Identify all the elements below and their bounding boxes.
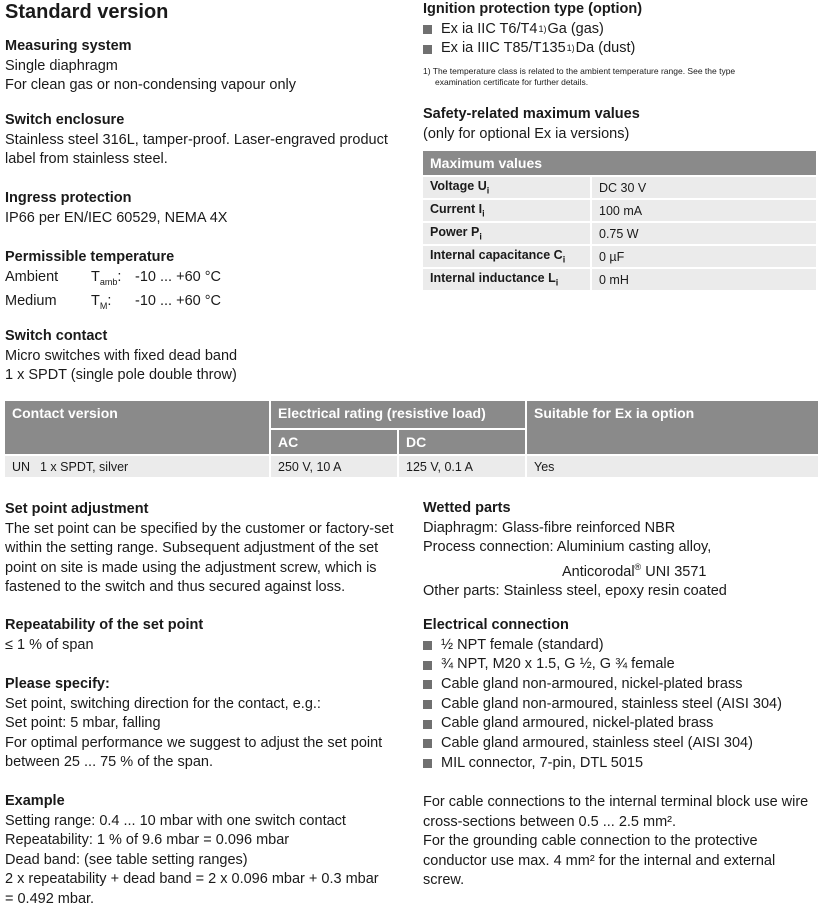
bullet-square-icon xyxy=(423,45,432,54)
electrical-note-line: cross-sections between 0.5 ... 2.5 mm². xyxy=(423,813,677,830)
specify-line: Set point, switching direction for the contact, e.g.: xyxy=(5,695,321,712)
table-row xyxy=(423,244,816,267)
example-line: = 0.492 mbar. xyxy=(5,890,95,907)
mv-value: 0 µF xyxy=(592,244,816,267)
bullet-square-icon xyxy=(423,739,432,748)
temp-medium-row xyxy=(5,292,410,316)
setpoint-line: fastened to the switch and thus secured against loss. xyxy=(5,579,346,595)
measuring-system-section xyxy=(5,37,410,96)
mv-value: DC 30 V xyxy=(592,175,816,198)
ignition-footnote: 1) The temperature class is related to the ambient temperature range. See the type examination certificate for further details. xyxy=(423,65,736,87)
cell-dc: 125 V, 0.1 A xyxy=(397,454,525,477)
table-row xyxy=(423,175,816,198)
bullet-square-icon xyxy=(423,680,432,689)
list-item: Cable gland non-armoured, stainless steel (AISI 304) xyxy=(423,695,815,715)
electrical-note-line: conductor use max. 4 mm² for the internal and external xyxy=(423,852,776,869)
list-item: Cable gland non-armoured, nickel-plated brass xyxy=(423,675,815,695)
bullet-square-icon xyxy=(423,720,432,729)
ingress-section xyxy=(5,189,410,228)
enclosure-line: label from stainless steel. xyxy=(5,151,168,167)
electrical-connection-section xyxy=(423,616,815,891)
electrical-note-line: For cable connections to the internal terminal block use wire xyxy=(423,794,809,811)
specify-line: between 25 ... 75 % of the span. xyxy=(5,754,213,770)
bullet-square-icon xyxy=(423,641,432,650)
list-item: ¾ NPT, M20 x 1.5, G ½, G ¾ female xyxy=(423,655,815,675)
example-section xyxy=(5,792,410,909)
contact-heading: Switch contact xyxy=(5,328,108,344)
please-specify-section xyxy=(5,675,410,773)
th-contact-version: Contact version xyxy=(5,401,269,454)
wetted-parts-section xyxy=(423,499,815,601)
switch-enclosure-section xyxy=(5,111,410,170)
wetted-line: Process connection: Aluminium casting alloy, xyxy=(423,539,712,555)
list-item: Cable gland armoured, nickel-plated brass xyxy=(423,714,815,734)
list-item: Cable gland armoured, stainless steel (AISI 304) xyxy=(423,734,815,754)
safety-heading: Safety-related maximum values xyxy=(423,106,640,122)
mv-label: Power $P_i$ xyxy=(423,221,592,244)
ignition-heading: Ignition protection type (option) xyxy=(423,1,643,17)
mv-value: 100 mA xyxy=(592,198,816,221)
bullet-square-icon xyxy=(423,759,432,768)
mv-value: 0 mH xyxy=(592,267,816,290)
ignition-section xyxy=(423,0,815,88)
example-line: Repeatability: 1 % of 9.6 mbar = 0.096 mbar xyxy=(5,832,290,848)
cell-ac: 250 V, 10 A xyxy=(269,454,397,477)
wetted-line: Anticorodal® UNI 3571 xyxy=(562,561,707,580)
wetted-line: Other parts: Stainless steel, epoxy resin coated xyxy=(423,582,727,599)
th-dc: DC xyxy=(397,428,525,454)
temp-medium-value: -10 ... +60 °C xyxy=(135,292,221,309)
list-item: ½ NPT female (standard) xyxy=(423,636,815,656)
setpoint-line: point on site is made using the adjustment screw, which is xyxy=(5,559,377,576)
measuring-line: For clean gas or non-condensing vapour only xyxy=(5,77,296,93)
temp-ambient-label: Ambient xyxy=(5,268,59,285)
table-row xyxy=(423,198,816,221)
temperature-section xyxy=(5,248,410,316)
th-suitable-ex-ia: Suitable for Ex ia option xyxy=(525,401,818,454)
enclosure-heading: Switch enclosure xyxy=(5,112,125,128)
bullet-square-icon xyxy=(423,700,432,709)
setpoint-heading: Set point adjustment xyxy=(5,501,149,517)
setpoint-line: The set point can be specified by the customer or factory-set xyxy=(5,520,394,537)
measuring-line: Single diaphragm xyxy=(5,57,118,74)
temp-medium-label: Medium xyxy=(5,292,57,309)
mv-label: Voltage $U_i$ xyxy=(423,175,592,198)
switch-contact-section xyxy=(5,327,410,386)
list-item: MIL connector, 7-pin, DTL 5015 xyxy=(423,754,815,774)
list-item: Ex ia IIIC T85/T135 1) Da (dust) xyxy=(423,39,815,59)
measuring-heading: Measuring system xyxy=(5,38,132,54)
wetted-heading: Wetted parts xyxy=(423,500,511,516)
temp-medium-symbol: $T_M$: xyxy=(91,292,112,311)
electrical-note-line: For the grounding cable connection to the protective xyxy=(423,833,758,850)
electrical-heading: Electrical connection xyxy=(423,617,569,633)
repeatability-line: ≤ 1 % of span xyxy=(5,636,94,653)
mv-label: Current $I_i$ xyxy=(423,198,592,221)
bullet-square-icon xyxy=(423,25,432,34)
cell-suitable: Yes xyxy=(525,454,818,477)
mv-value: 0.75 W xyxy=(592,221,816,244)
temp-ambient-row xyxy=(5,268,410,292)
enclosure-line: Stainless steel 316L, tamper-proof. Laser-engraved product xyxy=(5,131,388,148)
cell-contact: UN 1 x SPDT, silver xyxy=(5,454,269,477)
table-row xyxy=(423,267,816,290)
specify-line: Set point: 5 mbar, falling xyxy=(5,715,161,731)
example-heading: Example xyxy=(5,793,65,809)
wetted-line: Diaphragm: Glass-fibre reinforced NBR xyxy=(423,519,676,536)
th-electrical-rating: Electrical rating (resistive load) xyxy=(269,401,525,428)
list-item: Ex ia IIC T6/T4 1) Ga (gas) xyxy=(423,20,815,40)
table-row xyxy=(423,221,816,244)
temperature-heading: Permissible temperature xyxy=(5,249,175,265)
page-title: Standard version xyxy=(5,1,169,23)
example-line: 2 x repeatability + dead band = 2 x 0.096 mbar + 0.3 mbar xyxy=(5,871,379,887)
temp-ambient-symbol: $T_{amb}$: xyxy=(91,268,122,287)
repeatability-heading: Repeatability of the set point xyxy=(5,617,204,633)
th-ac: AC xyxy=(269,428,397,454)
contact-line: 1 x SPDT (single pole double throw) xyxy=(5,367,237,383)
table-row xyxy=(5,454,818,477)
safety-section xyxy=(423,105,815,144)
contact-line: Micro switches with fixed dead band xyxy=(5,347,238,364)
bullet-square-icon xyxy=(423,661,432,670)
specify-heading: Please specify: xyxy=(5,676,110,692)
example-line: Dead band: (see table setting ranges) xyxy=(5,851,248,868)
safety-subheading: (only for optional Ex ia versions) xyxy=(423,125,630,142)
mv-label: Internal capacitance $C_i$ xyxy=(423,244,592,267)
set-point-section xyxy=(5,500,410,598)
contact-version-table xyxy=(5,401,818,477)
mv-label: Internal inductance $L_i$ xyxy=(423,267,592,290)
ingress-line: IP66 per EN/IEC 60529, NEMA 4X xyxy=(5,209,228,226)
electrical-notes xyxy=(423,793,815,891)
specify-line: For optimal performance we suggest to adjust the set point xyxy=(5,734,383,751)
example-line: Setting range: 0.4 ... 10 mbar with one switch contact xyxy=(5,812,346,829)
th-maximum-values: Maximum values xyxy=(423,151,816,175)
ingress-heading: Ingress protection xyxy=(5,190,132,206)
maximum-values-table xyxy=(423,151,815,290)
repeatability-section xyxy=(5,616,410,655)
electrical-note-line: screw. xyxy=(423,872,465,889)
temp-ambient-value: -10 ... +60 °C xyxy=(135,268,221,285)
setpoint-line: within the setting range. Subsequent adjustment of the set xyxy=(5,540,379,556)
